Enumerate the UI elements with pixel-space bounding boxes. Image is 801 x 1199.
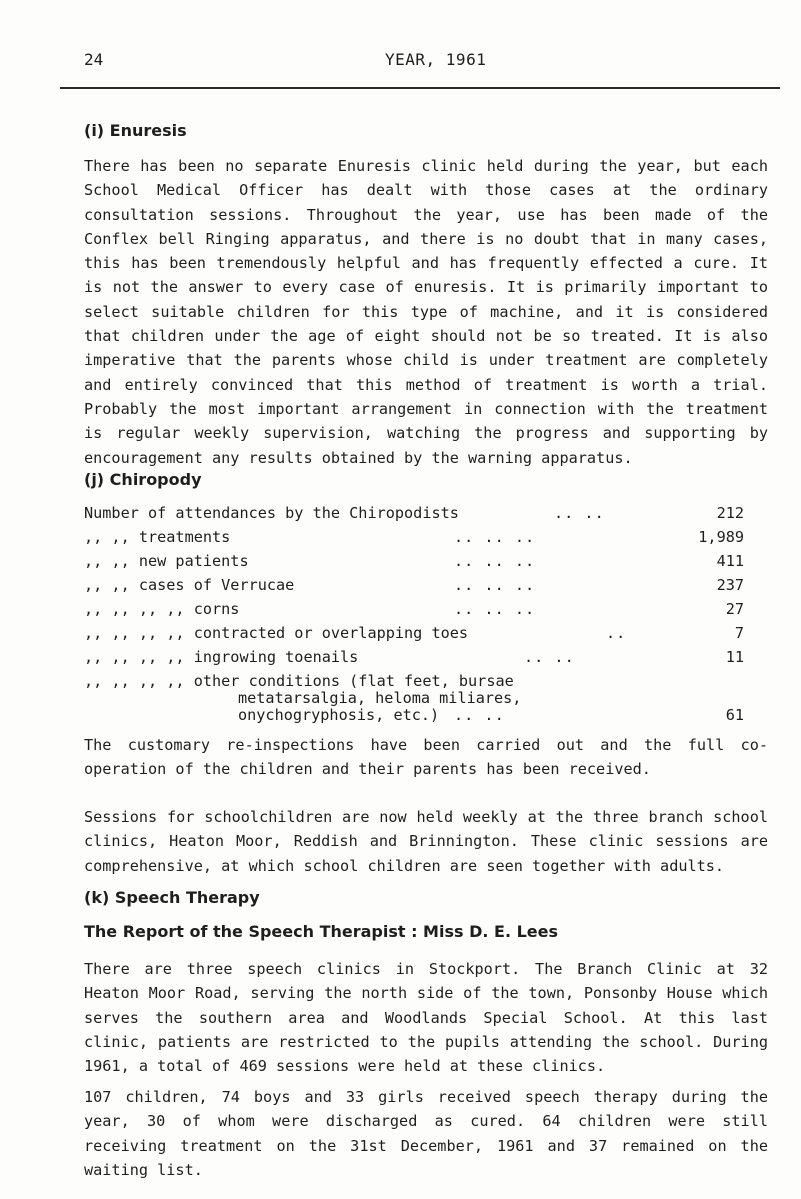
row-label: ,, ,, ,, ,, other conditions (flat feet, bursae <box>84 672 514 690</box>
header-rule <box>60 87 780 89</box>
row-label: metatarsalgia, heloma miliares, <box>238 689 522 707</box>
table-row <box>84 624 744 648</box>
page-title: YEAR, 1961 <box>385 50 487 69</box>
row-value: 27 <box>725 600 744 618</box>
speech-therapy-heading: (k) Speech Therapy <box>84 888 260 907</box>
table-row <box>84 504 744 528</box>
row-label: ,, ,, cases of Verrucae <box>84 576 295 594</box>
row-value: 237 <box>716 576 744 594</box>
row-value: 11 <box>725 648 744 666</box>
table-row <box>84 648 744 672</box>
row-value: 61 <box>725 706 744 724</box>
reinspection-paragraph: The customary re-inspections have been carried out and the full co-operation of the children and their parents has been received. <box>84 736 768 779</box>
speech-children-paragraph: 107 children, 74 boys and 33 girls received speech therapy during the year, 30 of whom were discharged as cured. 64 children were still receiving treatment on the 31st December, 1961 and 37 remained on the waiting list. <box>84 1088 768 1179</box>
leader-dots: .. .. .. <box>454 552 536 570</box>
leader-dots: .. <box>606 624 627 642</box>
enuresis-paragraph: There has been no separate Enuresis clinic held during the year, but each School Medical Officer has dealt with those cases at the ordinary consultation sessions. Throughout the year, use has been made of the Conflex bell Ringing apparatus, and there is no doubt that in many cases, this has been tremendously helpful and has frequently effected a cure. It is not the answer to every case of enuresis. It is primarily important to select suitable children for this type of machine, and it is considered that children under the age of eight should not be so treated. It is also imperative that the parents whose child is under treatment are completely and entirely convinced that this method of treatment is worth a trial. Probably the most important arrangement in connection with the treatment is regular weekly supervision, watching the progress and supporting by encouragement any results obtained by the warning apparatus. <box>84 157 768 467</box>
table-row <box>84 600 744 624</box>
sessions-paragraph: Sessions for schoolchildren are now held weekly at the three branch school clinics, Heaton Moor, Reddish and Brinnington. These clinic sessions are comprehensive, at which school children are seen together with adults. <box>84 808 768 875</box>
table-row <box>84 672 744 689</box>
row-value: 212 <box>716 504 744 522</box>
leader-dots: .. .. <box>554 504 605 522</box>
row-value: 1,989 <box>698 528 744 546</box>
enuresis-heading: (i) Enuresis <box>84 121 187 140</box>
row-value: 411 <box>716 552 744 570</box>
row-label: ,, ,, new patients <box>84 552 249 570</box>
leader-dots: .. .. <box>524 648 575 666</box>
leader-dots: .. .. .. <box>454 576 536 594</box>
table-row <box>84 706 744 730</box>
table-row <box>84 552 744 576</box>
report-heading: The Report of the Speech Therapist : Miss D. E. Lees <box>84 922 559 941</box>
row-label: ,, ,, ,, ,, corns <box>84 600 240 618</box>
table-row <box>84 528 744 552</box>
row-value: 7 <box>734 624 744 642</box>
row-label: ,, ,, ,, ,, contracted or overlapping toes <box>84 624 469 642</box>
leader-dots: .. .. .. <box>454 528 536 546</box>
leader-dots: .. .. .. <box>454 600 536 618</box>
row-label: ,, ,, treatments <box>84 528 231 546</box>
table-row <box>84 576 744 600</box>
row-label: ,, ,, ,, ,, ingrowing toenails <box>84 648 359 666</box>
speech-clinics-paragraph: There are three speech clinics in Stockport. The Branch Clinic at 32 Heaton Moor Road, serving the north side of the town, Ponsonby House which serves the southern area and Woodlands Special School. At this last clinic, patients are restricted to the pupils attending the school. During 1961, a total of 469 sessions were held at these clinics. <box>84 960 768 1076</box>
row-label: onychogryphosis, etc.) <box>238 706 440 724</box>
page-number: 24 <box>84 50 104 69</box>
table-row <box>84 689 744 706</box>
chiropody-heading: (j) Chiropody <box>84 470 202 489</box>
row-label: Number of attendances by the Chiropodists <box>84 504 459 522</box>
leader-dots: .. .. <box>454 706 505 724</box>
chiropody-table <box>84 504 744 730</box>
